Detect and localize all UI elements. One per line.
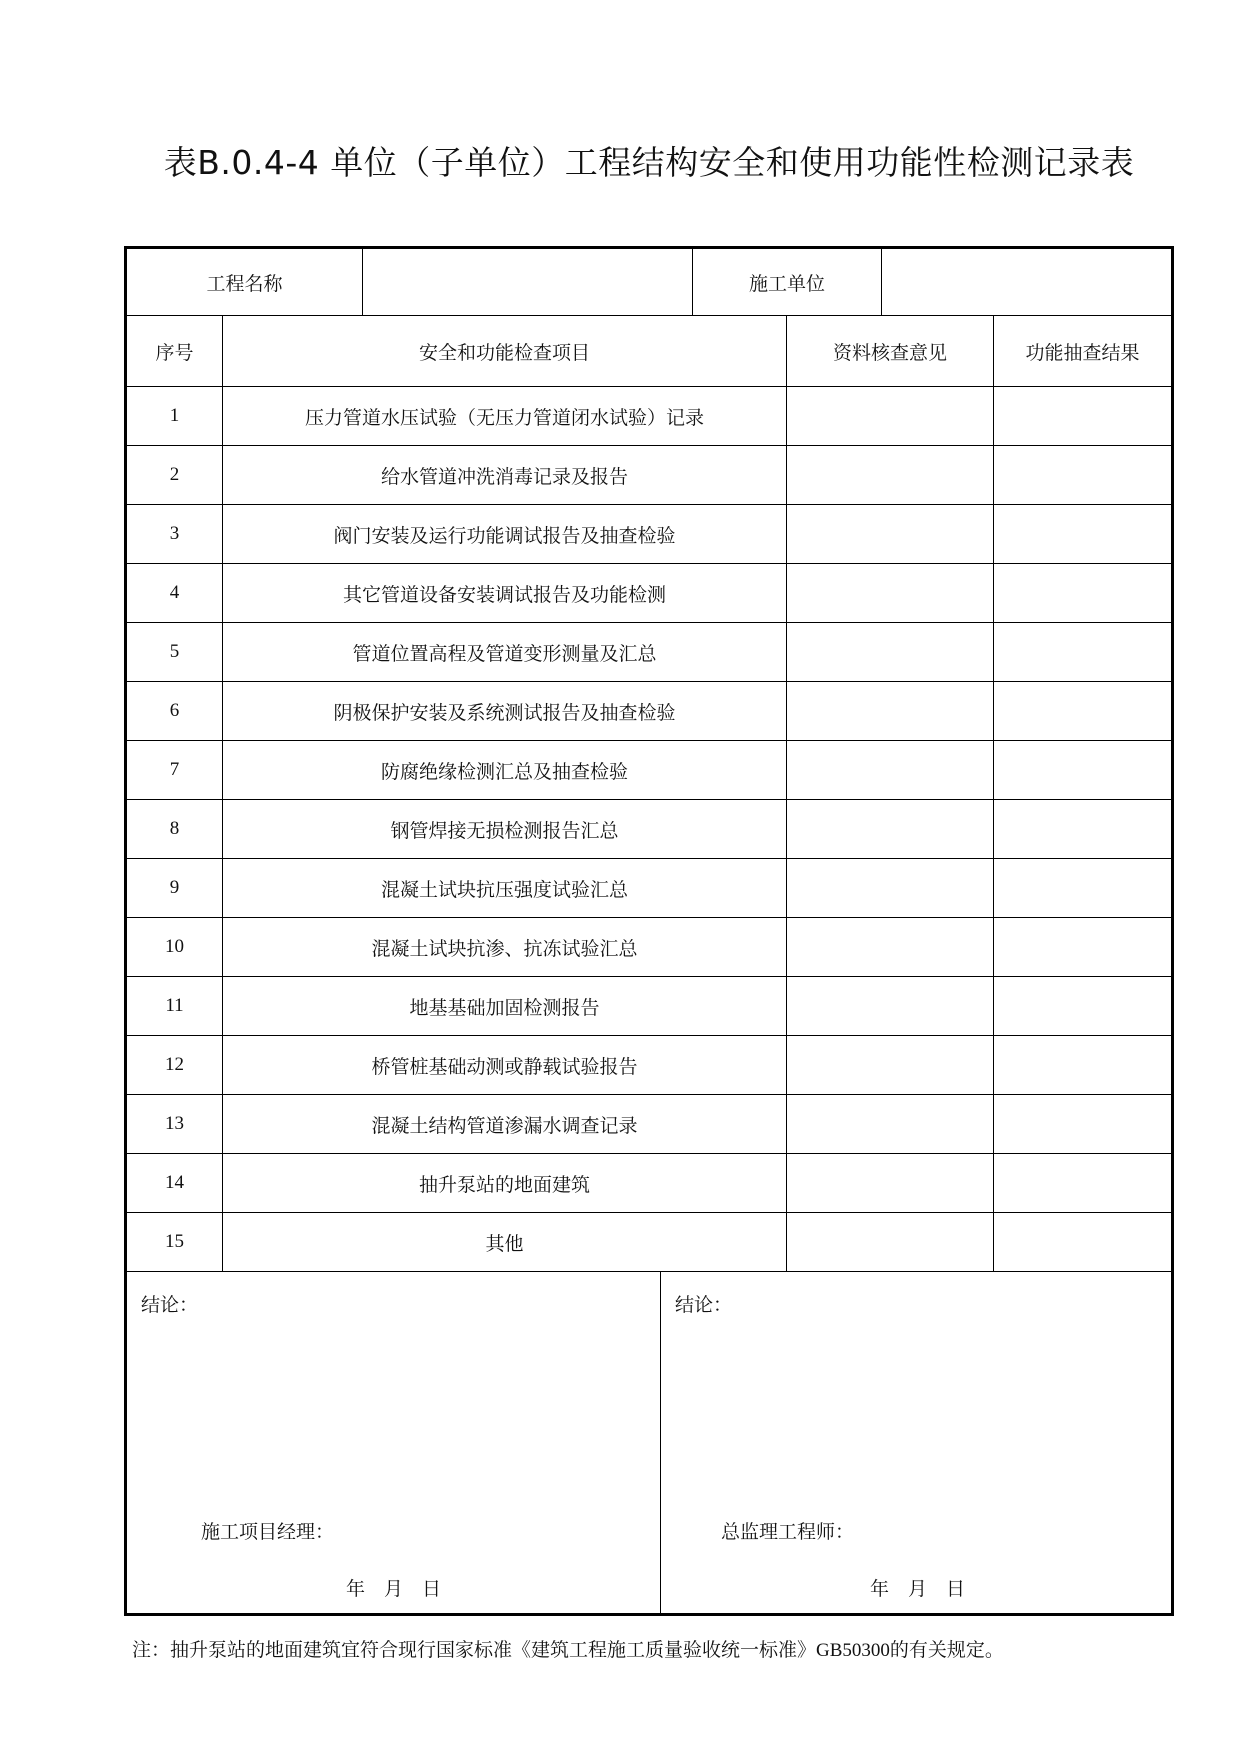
row-seq: 13 xyxy=(126,1095,223,1154)
row-doc-review-cell xyxy=(787,682,994,741)
row-check-item: 其他 xyxy=(223,1213,787,1272)
table-row xyxy=(126,387,1173,446)
row-seq: 5 xyxy=(126,623,223,682)
row-doc-review-cell xyxy=(787,1213,994,1272)
supervisor-conclusion-box xyxy=(661,1272,1171,1613)
table-row xyxy=(126,918,1173,977)
contractor-conclusion-label: 结论： xyxy=(141,1295,199,1316)
supervisor-conclusion-label: 结论： xyxy=(675,1295,733,1316)
row-doc-review-cell xyxy=(787,505,994,564)
column-header-doc-review: 资料核查意见 xyxy=(787,316,994,387)
row-function-check-cell xyxy=(994,505,1173,564)
row-doc-review-cell xyxy=(787,623,994,682)
table-row xyxy=(126,1095,1173,1154)
table-row xyxy=(126,682,1173,741)
row-function-check-cell xyxy=(994,1036,1173,1095)
column-header-item: 安全和功能检查项目 xyxy=(223,316,787,387)
row-check-item: 阴极保护安装及系统测试报告及抽查检验 xyxy=(223,682,787,741)
row-check-item: 抽升泵站的地面建筑 xyxy=(223,1154,787,1213)
row-seq: 4 xyxy=(126,564,223,623)
row-check-item: 给水管道冲洗消毒记录及报告 xyxy=(223,446,787,505)
row-doc-review-cell xyxy=(787,918,994,977)
project-manager-label: 施工项目经理： xyxy=(201,1522,335,1543)
row-function-check-cell xyxy=(994,387,1173,446)
row-seq: 11 xyxy=(126,977,223,1036)
row-check-item: 防腐绝缘检测汇总及抽查检验 xyxy=(223,741,787,800)
table-row xyxy=(126,1036,1173,1095)
row-check-item: 混凝土结构管道渗漏水调查记录 xyxy=(223,1095,787,1154)
row-doc-review-cell xyxy=(787,741,994,800)
table-row xyxy=(126,1213,1173,1272)
row-check-item: 桥管桩基础动测或静载试验报告 xyxy=(223,1036,787,1095)
row-function-check-cell xyxy=(994,1213,1173,1272)
row-check-item: 压力管道水压试验（无压力管道闭水试验）记录 xyxy=(223,387,787,446)
supervisor-conclusion-cell xyxy=(661,1272,1173,1615)
conclusion-section xyxy=(126,1272,1173,1615)
row-check-item: 混凝土试块抗渗、抗冻试验汇总 xyxy=(223,918,787,977)
row-function-check-cell xyxy=(994,977,1173,1036)
contractor-date-label: 年 月 日 xyxy=(346,1579,442,1600)
row-seq: 2 xyxy=(126,446,223,505)
project-info-row xyxy=(126,248,1173,316)
row-check-item: 阀门安装及运行功能调试报告及抽查检验 xyxy=(223,505,787,564)
row-doc-review-cell xyxy=(787,859,994,918)
row-doc-review-cell xyxy=(787,446,994,505)
row-seq: 9 xyxy=(126,859,223,918)
table-row xyxy=(126,800,1173,859)
row-doc-review-cell xyxy=(787,1095,994,1154)
row-doc-review-cell xyxy=(787,1036,994,1095)
row-seq: 6 xyxy=(126,682,223,741)
inspection-record-table xyxy=(124,246,1174,1616)
row-function-check-cell xyxy=(994,623,1173,682)
row-function-check-cell xyxy=(994,918,1173,977)
contractor-label: 施工单位 xyxy=(693,248,882,316)
table-row xyxy=(126,1154,1173,1213)
table-header-section xyxy=(126,248,1173,387)
row-function-check-cell xyxy=(994,682,1173,741)
row-seq: 1 xyxy=(126,387,223,446)
contractor-conclusion-cell xyxy=(126,1272,661,1615)
row-seq: 10 xyxy=(126,918,223,977)
row-seq: 3 xyxy=(126,505,223,564)
contractor-conclusion-box xyxy=(127,1272,660,1613)
table-row xyxy=(126,505,1173,564)
row-function-check-cell xyxy=(994,564,1173,623)
row-function-check-cell xyxy=(994,859,1173,918)
table-body xyxy=(126,387,1173,1272)
table-row xyxy=(126,564,1173,623)
supervisor-date-label: 年 月 日 xyxy=(870,1579,966,1600)
row-seq: 15 xyxy=(126,1213,223,1272)
footnote: 注：抽升泵站的地面建筑宜符合现行国家标准《建筑工程施工质量验收统一标准》GB50300的有关规定。 xyxy=(132,1640,1004,1661)
row-check-item: 地基基础加固检测报告 xyxy=(223,977,787,1036)
conclusion-row xyxy=(126,1272,1173,1615)
row-function-check-cell xyxy=(994,1095,1173,1154)
row-seq: 7 xyxy=(126,741,223,800)
contractor-value xyxy=(882,248,1173,316)
column-header-function-check: 功能抽查结果 xyxy=(994,316,1173,387)
chief-supervisor-label: 总监理工程师： xyxy=(721,1522,855,1543)
project-name-label: 工程名称 xyxy=(126,248,363,316)
table-row xyxy=(126,623,1173,682)
row-function-check-cell xyxy=(994,1154,1173,1213)
column-header-seq: 序号 xyxy=(126,316,223,387)
table-row xyxy=(126,446,1173,505)
row-check-item: 混凝土试块抗压强度试验汇总 xyxy=(223,859,787,918)
row-doc-review-cell xyxy=(787,564,994,623)
row-check-item: 管道位置高程及管道变形测量及汇总 xyxy=(223,623,787,682)
row-doc-review-cell xyxy=(787,1154,994,1213)
row-seq: 14 xyxy=(126,1154,223,1213)
column-header-row xyxy=(126,316,1173,387)
project-name-value xyxy=(363,248,693,316)
row-function-check-cell xyxy=(994,741,1173,800)
table-row xyxy=(126,977,1173,1036)
row-check-item: 其它管道设备安装调试报告及功能检测 xyxy=(223,564,787,623)
row-function-check-cell xyxy=(994,800,1173,859)
row-seq: 8 xyxy=(126,800,223,859)
row-seq: 12 xyxy=(126,1036,223,1095)
table-row xyxy=(126,859,1173,918)
row-function-check-cell xyxy=(994,446,1173,505)
row-check-item: 钢管焊接无损检测报告汇总 xyxy=(223,800,787,859)
row-doc-review-cell xyxy=(787,387,994,446)
row-doc-review-cell xyxy=(787,977,994,1036)
page-title: 表B.0.4-4 单位（子单位）工程结构安全和使用功能性检测记录表 xyxy=(163,143,1135,182)
row-doc-review-cell xyxy=(787,800,994,859)
table-row xyxy=(126,741,1173,800)
